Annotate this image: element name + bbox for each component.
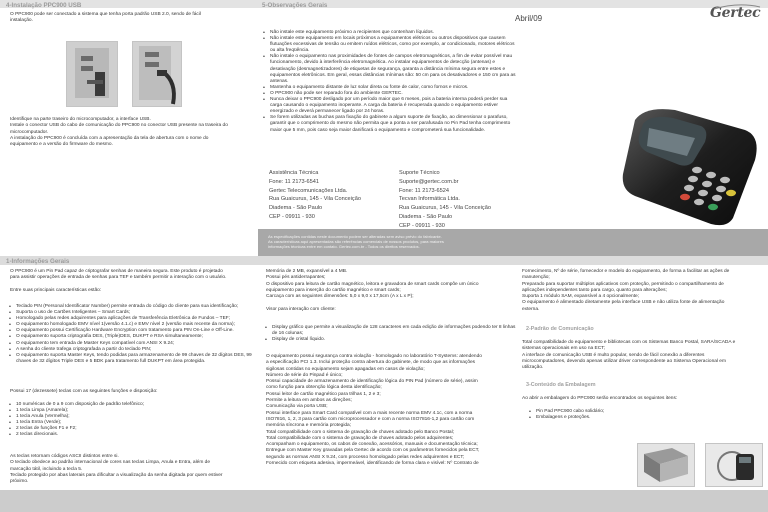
keys-list xyxy=(6,402,266,439)
obs-item: • Não instale este equipamento próximo a recipientes que contenham líquidos. xyxy=(270,30,518,36)
feature-item: • O equipamento suporta criptografia DES, (Triple)DES, DUKPT e RSA simultaneamente; xyxy=(16,334,266,340)
top-banner xyxy=(0,0,768,8)
contact-suporte: Suporte Técnico Suporte@gertec.com.br Fone: 11 2173-6524 Tecvan Informática Ltda. Rua Guaicurus, 145 - Vila Conceição Diadema - São Paulo CEP - 09911 - 930 xyxy=(399,170,491,229)
comm-text: Total compatibilidade do equipamento e bibliotecas com os Sistemas Banco Postal, SARA/SCADA e sistemas operacionais em uso na ECT; A interface de comunicação USB é multo popular, sendo de fácil conexão a diferentes microcomputadores, devendo apenas utilizar driver correspondente ao Sistema Operacional em utilização. xyxy=(522,340,736,371)
gertec-logo: Gertec xyxy=(710,5,761,21)
keys-intro: Possui 17 (dezessete) teclas com as seguintes funções e disposição: xyxy=(10,389,158,394)
feature-item: • O equipamento homologado EMV nível 1(versão 4.1.c) e EMV nível 2 (versão mais recente da norma); xyxy=(16,322,266,328)
pack-item: • Pin Pad PPC900 cabo solidário; xyxy=(536,409,736,415)
col3-intro: Fornecimento, Nº de série, fornecedor e modelo do equipamento, de forma a facilitar as ações de manutenção; Preparado para suportar múltiplos aplicativos com proteção, permitindo o compartilhamento de aplicações independentes tanto para cargo, quanto para alterações; Suporta 1 módulo SAM, expansível a 4 opcionalmente; O equipamento é alimentado diretamente pela interface USB e não utiliza fonte de alimentação externa. xyxy=(522,269,730,312)
install-steps: Identifique na parte traseiro do microcomputador, a interface USB. Instale o conector USB do cabo de comunicação do PPC900 no conector USB presente na traseira do microcomputador. A instalação do PPC900 é concluída com a apresentação da tela de abertura com o nome do equipamento e a versão do firmware do mesmo. xyxy=(10,117,228,148)
contact-assistencia: Assistência Técnica Fone: 11 2173-6541 Gertec Telecomunicações Ltda. Rua Guaicurus, 145 - Vila Conceição Diadema - São Paulo CEP - 09911 - 930 xyxy=(269,170,361,220)
col2-body: O equipamento possui segurança contra violação - homologado no laboratório T-Systems: atendendo a especificação PCI 1.3. Inclui proteção contra abertura do gabinete, de modo que as informações sigilosas contidas no equipamento sejam apagadas em casos de violação; Número de série do Pinpad é único; Possui capacidade de armazenamento de identificação lógica do PIN Pad (número de série), assim como função para obtenção lógica desta identificação; Possui leitor de cartão magnético para trilhas 1, 2 e 3; Permite a leitura em ambos as direções; Comunicação via porta USB; Possui interface para Smart Card compatível com a mais recente norma EMV 4.1c, com a norma ISO7816, 1, 2, 3 para cartão com microprocessador e com a norma ISO7816-1,2 para cartão com memória síncrona e memória protegida; Total compatibilidade com o sistema de gravação de chaves adotado pelo Banco Postal; Total compatibilidade com o sistema de gravação de chaves adotado pelos adquirentes; Acompanham o equipamento, os cabos de conexão, acessórios, manuais e documentação técnica; Entregue com Master Key gravadas pela Gertec de acordo com os parâmetros fornecidos pela ECT, segundo as normas ANSI X 9.24, com processo homologado pelas redes adquirentes e ECT; Fornecido com etiqueta adesiva, impermeável, identificando de forma clara e visível: Nº Contrato de xyxy=(266,354,482,467)
usb-cable-photo-graphic xyxy=(133,42,181,106)
date-label: Abril/09 xyxy=(515,14,543,23)
device-in-box-graphic xyxy=(706,444,762,486)
box-photo xyxy=(637,443,695,487)
general-title: 1-Informações Gerais xyxy=(6,258,70,265)
visor-item: • Display de cristal líquido. xyxy=(272,337,522,343)
feature-item: • A senha do cliente trafega criptografada a partir do teclado PIN; xyxy=(16,347,266,353)
key-item: • 1 tecla Entra (Verde); xyxy=(16,420,266,426)
key-item: • 2 teclas direcionais. xyxy=(16,432,266,438)
install-title: 4-Instalação PPC900 USB xyxy=(6,2,82,9)
device-in-box-photo xyxy=(705,443,763,487)
pack-title: 3-Conteúdo da Embalagem xyxy=(526,382,596,388)
box-photo-graphic xyxy=(638,444,694,486)
middle-banner xyxy=(0,256,768,265)
pack-item: • Embalagens e proteções. xyxy=(536,415,736,421)
general-outro: As teclas retornam códigos ASCII distintos entre si. O teclado obedece ao padrão internacional de cores nas teclas Limpa, Anula e Entra, além de marcação tátil, incluindo a tecla 5. Teclado protegido por abas laterais para dificultar a visualização da senha digitada por quem estiver próximo. xyxy=(10,454,223,485)
pack-list xyxy=(526,409,736,421)
features-list xyxy=(6,304,266,365)
feature-item: • Suporta o uso de Cartões Inteligentes – Smart Cards; xyxy=(16,310,266,316)
feature-item: • O equipamento tem entrada de Master Keys compatível com ANSI X 9.24; xyxy=(16,341,266,347)
install-intro: O PPC900 pode ser conectado a sistema que tenha porta padrão USB 2.0, sendo de fácil instalação. xyxy=(10,12,201,24)
obs-item: • Mantenha o equipamento distante de luz solar direta ou fonte de calor, como fornos e micros. xyxy=(270,85,518,91)
obs-title: 5-Observações Gerais xyxy=(262,2,328,9)
ppc900-device-photo xyxy=(615,100,765,228)
key-item: • 1 tecla Limpa (Amarela); xyxy=(16,408,266,414)
general-intro: O PPC900 é um Pin Pad capaz de criptografar senhas de maneira segura. Este produto é projetado para assistir operações de entrada de senhas para TEF e também permitir a interação com o usuário. Entre suas principais características estão: xyxy=(10,269,227,293)
obs-item: • Nunca deixar o PPC900 desligado por um período maior que 6 meses, pois a bateria interna poderá perder sua carga causando o equipamento inoperante. A carga da bateria é recuperada quando o equipamento estiver energizado e deverá permanecer ligado por 24 horas. xyxy=(270,97,518,115)
key-item: • 1 tecla Anula (Vermelha); xyxy=(16,414,266,420)
usb-port-photo xyxy=(66,41,118,107)
comm-title: 2-Padrão de Comunicação xyxy=(526,326,594,332)
obs-item: • Não instale o equipamento nas proximidades de fontes de campos eletromagnéticos, a fim de evitar possível mau funcionamento, devido à interferência eletromagnética. Ao instalar equipamentos de detecção (antenas) e desativação (desmagnetizadores) de etiquetas de segurança, garanta a distância mínima segura entre estes e equipamentos eletrônicos. Em geral, essas distâncias mínimas são: 50 cm para os desativadores e 150 cm para as antenas. xyxy=(270,54,518,84)
disclaimer-text: As especificações contidas neste documento podem ser alteradas sem aviso prévio do fabricante. As características aqui apresentadas são referências comerciais de nossos produtos, para maiores informações técnicas entre em contato. Gertec.com.br - Todos os direitos reservados. xyxy=(268,234,444,249)
feature-item: • Homologado pelas redes adquirentes para aplicações de Transferência Eletrônica de Fundos – TEF; xyxy=(16,316,266,322)
visor-list xyxy=(262,325,522,343)
key-item: • 10 numéricas de 0 a 9 com disposição de padrão telefônico; xyxy=(16,402,266,408)
usb-port-photo-graphic xyxy=(67,42,117,106)
obs-item: • Não instale este equipamento em locais próximos a equipamentos elétricos ou outros dispositivos que causem flutuações excessivas de tensão ou emitem ruídos elétricos, como por exemplo, ar condicionado, motores elétricos ou alta freqüência. xyxy=(270,36,518,54)
usb-cable-photo xyxy=(132,41,182,107)
feature-item: • Teclado PIN (Personal Identificator Number) permite entrada do código do cliente para sua identificação; xyxy=(16,304,266,310)
obs-item: • Se forem utilizadas as buchas para fixação do gabinete a algum suporte de fixação, ao dimensionar o parafuso, garantir que o comprimento do mesmo não permita que a ponta a ser parafusada no Pin Pad tenha comprimento maior que 5 mm, pois caso seja maior danificará o equipamento e comprometerá sua funcionalidade. xyxy=(270,115,518,133)
pack-text: Ao abrir a embalagem do PPC900 serão encontrados os seguintes itens: xyxy=(522,396,678,401)
obs-list xyxy=(260,30,518,134)
feature-item: • O equipamento suporta Master Keys, tendo podidas para armazenamento de 99 chaves de 32 dígitos DES, 99 chaves de 32 dígitos Triple DES e 5 BDK para tratamento full DUKPT em área protegida. xyxy=(16,353,266,365)
feature-item: • O equipamento possui Certificação Hardware Encryption com tratamento para PIN On-Line e Off-Line. xyxy=(16,328,266,334)
visor-item: • Display gráfico que permite a visualização de 128 caracteres em cada edição de informações podendo ter 8 linhas de 16 colunas; xyxy=(272,325,522,337)
obs-item: • O PPC900 não pode ser reparado fora do ambiente GERTEC. xyxy=(270,91,518,97)
logo-swoosh xyxy=(712,4,762,10)
key-item: • 2 teclas de funções F1 e F2; xyxy=(16,426,266,432)
col2-intro: Memória de 2 MB, expansível a 4 MB. Possui pés antiderrapantes; O dispositivo para leitura de cartão magnético, leitora e gravadora de smart cards compõe um único equipamento para inserção do cartão magnético e smart cards; Carcaça com as seguintes dimensões: 5,0 x 9,0 x 17,5cm (A x L x P); Visor para interação com cliente: xyxy=(266,269,479,312)
footer-bar xyxy=(0,490,768,512)
